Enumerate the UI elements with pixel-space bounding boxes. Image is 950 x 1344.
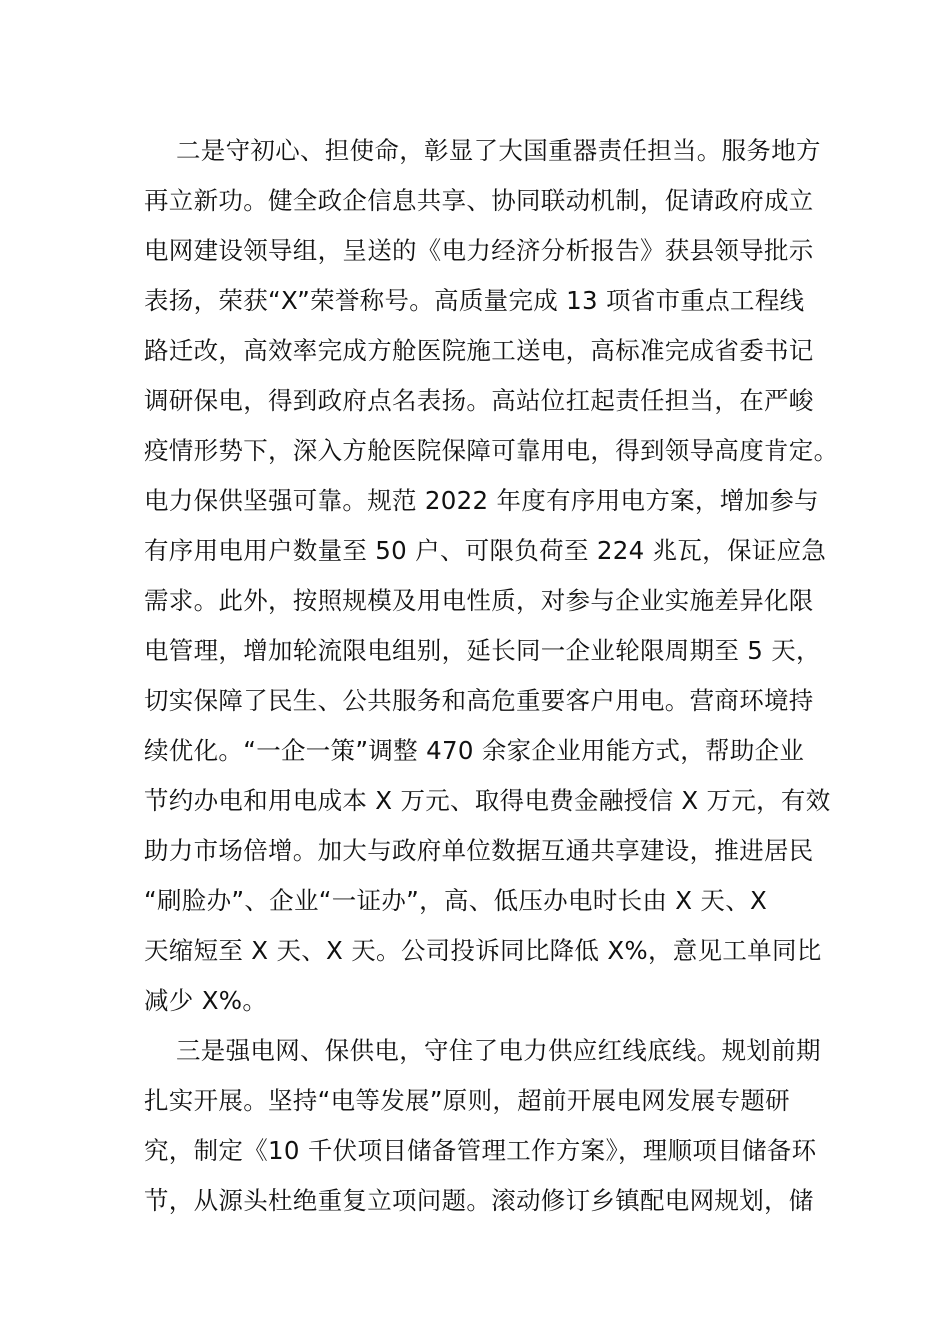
paragraph-line: 天缩短至 X 天、X 天。公司投诉同比降低 X%，意见工单同比 (144, 936, 822, 965)
paragraph-line: 再立新功。健全政企信息共享、协同联动机制，促请政府成立 (144, 186, 814, 215)
paragraph-line: 助力市场倍增。加大与政府单位数据互通共享建设，推进居民 (144, 836, 814, 865)
paragraph-line: 疫情形势下，深入方舱医院保障可靠用电，得到领导高度肯定。 (144, 436, 839, 465)
paragraph-line: 续优化。“一企一策”调整 470 余家企业用能方式，帮助企业 (144, 736, 805, 765)
paragraph-line: 二是守初心、担使命，彰显了大国重器责任担当。服务地方 (176, 136, 821, 165)
paragraph-line: 减少 X%。 (144, 986, 268, 1015)
paragraph-line: 节约办电和用电成本 X 万元、取得电费金融授信 X 万元，有效 (144, 786, 831, 815)
paragraph-line: 节，从源头杜绝重复立项问题。滚动修订乡镇配电网规划，储 (144, 1186, 814, 1215)
paragraph-line: 切实保障了民生、公共服务和高危重要客户用电。营商环境持 (144, 686, 814, 715)
paragraph-line: 表扬，荣获“X”荣誉称号。高质量完成 13 项省市重点工程线 (144, 286, 805, 315)
paragraph-line: 有序用电用户数量至 50 户、可限负荷至 224 兆瓦，保证应急 (144, 536, 827, 565)
paragraph-line: “刷脸办”、企业“一证办”，高、低压办电时长由 X 天、X (144, 886, 768, 915)
paragraph-line: 三是强电网、保供电，守住了电力供应红线底线。规划前期 (176, 1036, 821, 1065)
paragraph-line: 扎实开展。坚持“电等发展”原则，超前开展电网发展专题研 (144, 1086, 790, 1115)
paragraph-line: 需求。此外，按照规模及用电性质，对参与企业实施差异化限 (144, 586, 814, 615)
paragraph-line: 路迁改，高效率完成方舱医院施工送电，高标准完成省委书记 (144, 336, 814, 365)
paragraph-line: 调研保电，得到政府点名表扬。高站位扛起责任担当，在严峻 (144, 386, 814, 415)
paragraph-line: 电管理，增加轮流限电组别，延长同一企业轮限周期至 5 天， (144, 636, 821, 665)
paragraph-line: 究，制定《10 千伏项目储备管理工作方案》，理顺项目储备环 (144, 1136, 817, 1165)
paragraph-line: 电力保供坚强可靠。规范 2022 年度有序用电方案，增加参与 (144, 486, 819, 515)
paragraph-line: 电网建设领导组，呈送的《电力经济分析报告》获县领导批示 (144, 236, 814, 265)
